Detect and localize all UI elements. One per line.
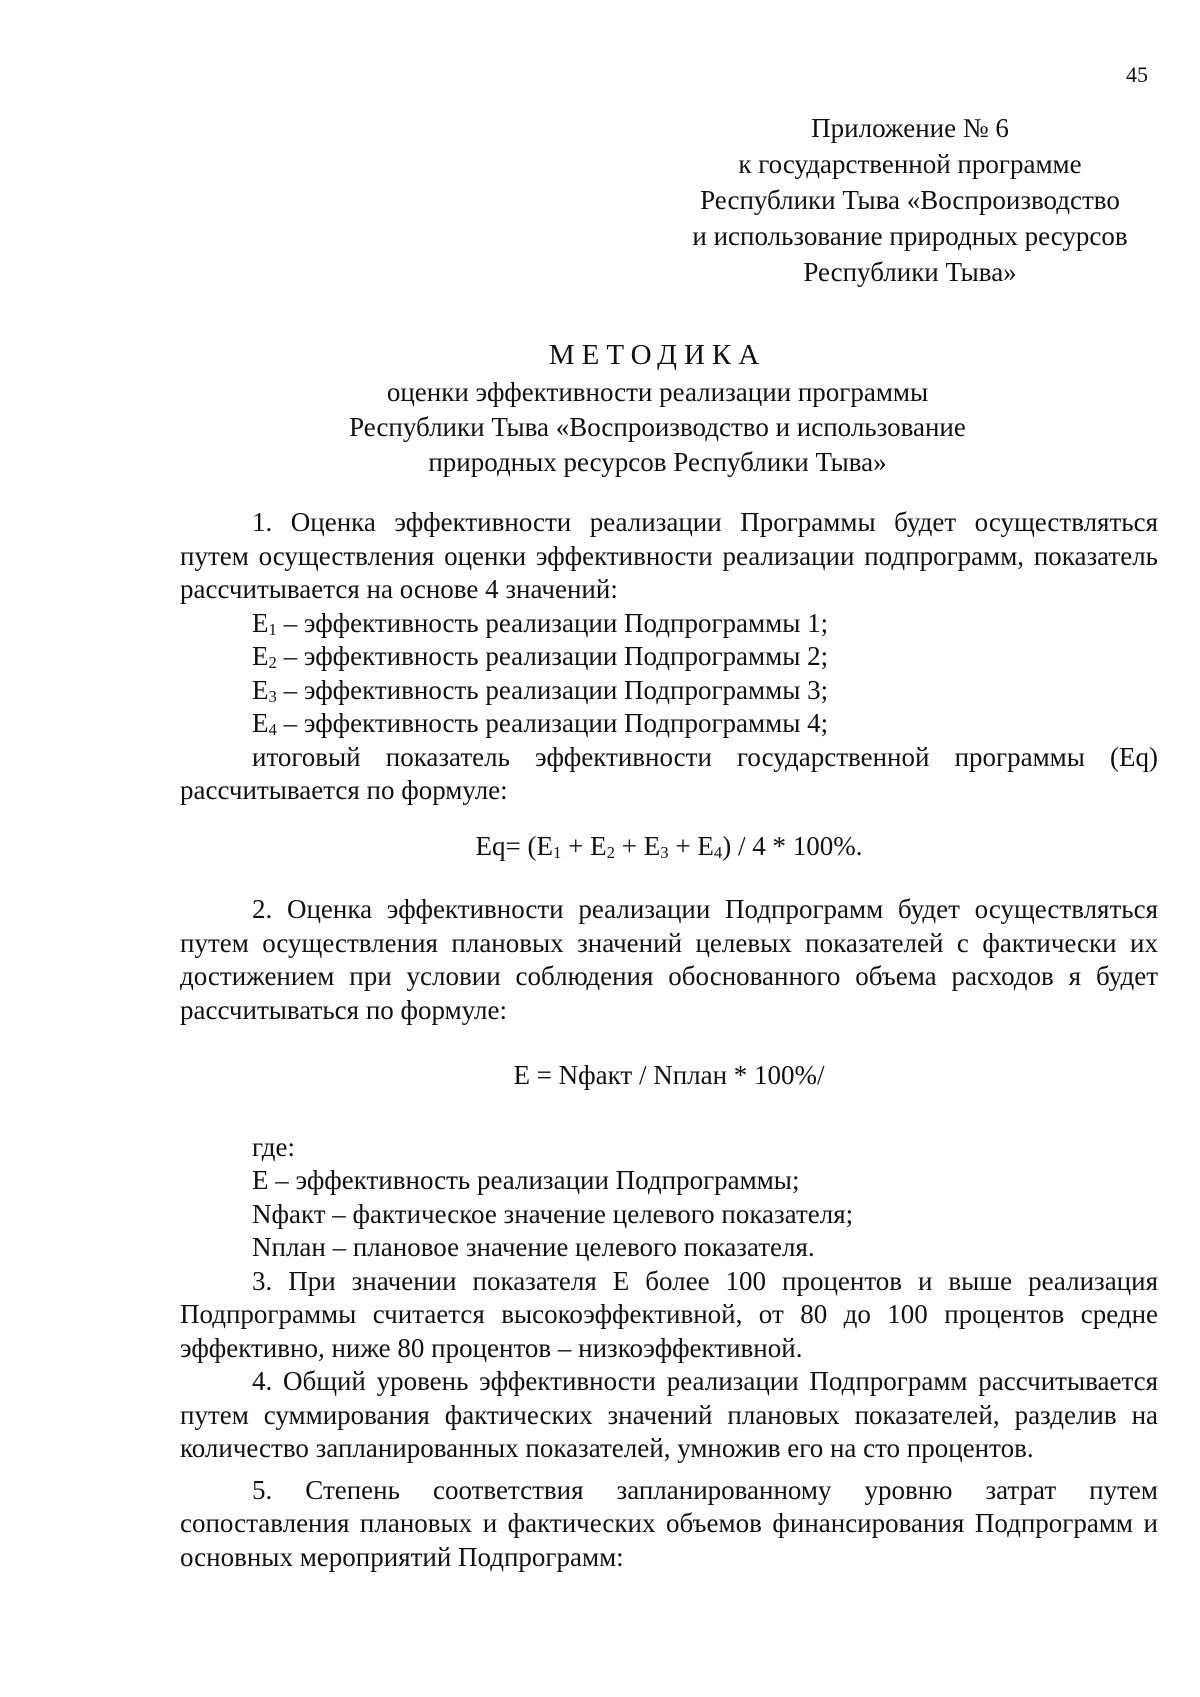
section-4: 4. Общий уровень эффективности реализации Подпрограмм рассчитывается путем суммирования фактических значений плановых показателей, разделив на количество запланированных показателей, умножив его на сто процентов.	[180, 1366, 1158, 1463]
page-number: 45	[1126, 62, 1148, 87]
appendix-line: Приложение № 6	[811, 113, 1009, 143]
section-2-intro: 2. Оценка эффективности реализации Подпрограмм будет осуществляться путем осуществления плановых значений целевых показателей с фактически их достижением при условии соблюдения обоснованного объема расходов я будет рассчитываться по формуле:	[180, 894, 1158, 1025]
section-3: 3. При значении показателя E более 100 процентов и выше реализация Подпрограммы считается высокоэффективной, от 80 до 100 процентов средне эффективно, ниже 80 процентов – низкоэффективной.	[180, 1265, 1158, 1363]
document-title	[180, 338, 1135, 480]
section-1-intro: 1. Оценка эффективности реализации Программы будет осуществляться путем осуществления оценки эффективности реализации подпрограмм, показатель рассчитывается на основе 4 значений:	[180, 507, 1158, 604]
appendix-line: и использование природных ресурсов	[692, 221, 1128, 251]
subprogram-item: $E_2$ – эффективность реализации Подпрограммы 2;	[252, 641, 829, 672]
document-body	[180, 506, 1158, 1574]
definition-line: E – эффективность реализации Подпрограммы;	[252, 1165, 800, 1195]
formula-e: E = Nфакт / Nплан * 100%/	[513, 1060, 825, 1090]
subprogram-item: $E_3$ – эффективность реализации Подпрограммы 3;	[252, 674, 829, 706]
definition-line: Nплан – плановое значение целевого показателя.	[252, 1232, 815, 1262]
section-5: 5. Степень соответствия запланированному уровню затрат путем сопоставления плановых и фактических объемов финансирования Подпрограмм и основных мероприятий Подпрограмм:	[180, 1474, 1158, 1572]
title-line: Республики Тыва «Воспроизводство и использование	[349, 412, 966, 442]
subprogram-item: $E_4$ – эффективность реализации Подпрограммы 4;	[252, 708, 829, 739]
section-1-final: итоговый показатель эффективности государственной программы (Eq) рассчитывается по формуле:	[180, 741, 1158, 805]
where-label: где:	[252, 1131, 295, 1162]
title-line: оценки эффективности реализации программы	[386, 377, 929, 407]
formula-eq: $Eq= (E_1 + E_2 + E_3 + E_4) / 4 * 100\%$.	[475, 830, 863, 862]
title-line: природных ресурсов Республики Тыва»	[428, 447, 887, 477]
title-main: МЕТОДИКА	[548, 339, 767, 371]
subprogram-item: $E_1$ – эффективность реализации Подпрограммы 1;	[252, 607, 829, 639]
definition-line: Nфакт – фактическое значение целевого показателя;	[252, 1198, 854, 1229]
appendix-header	[660, 110, 1160, 290]
appendix-line: Республики Тыва «Воспроизводство	[700, 185, 1120, 215]
appendix-line: Республики Тыва»	[803, 257, 1017, 287]
appendix-line: к государственной программе	[738, 149, 1082, 179]
